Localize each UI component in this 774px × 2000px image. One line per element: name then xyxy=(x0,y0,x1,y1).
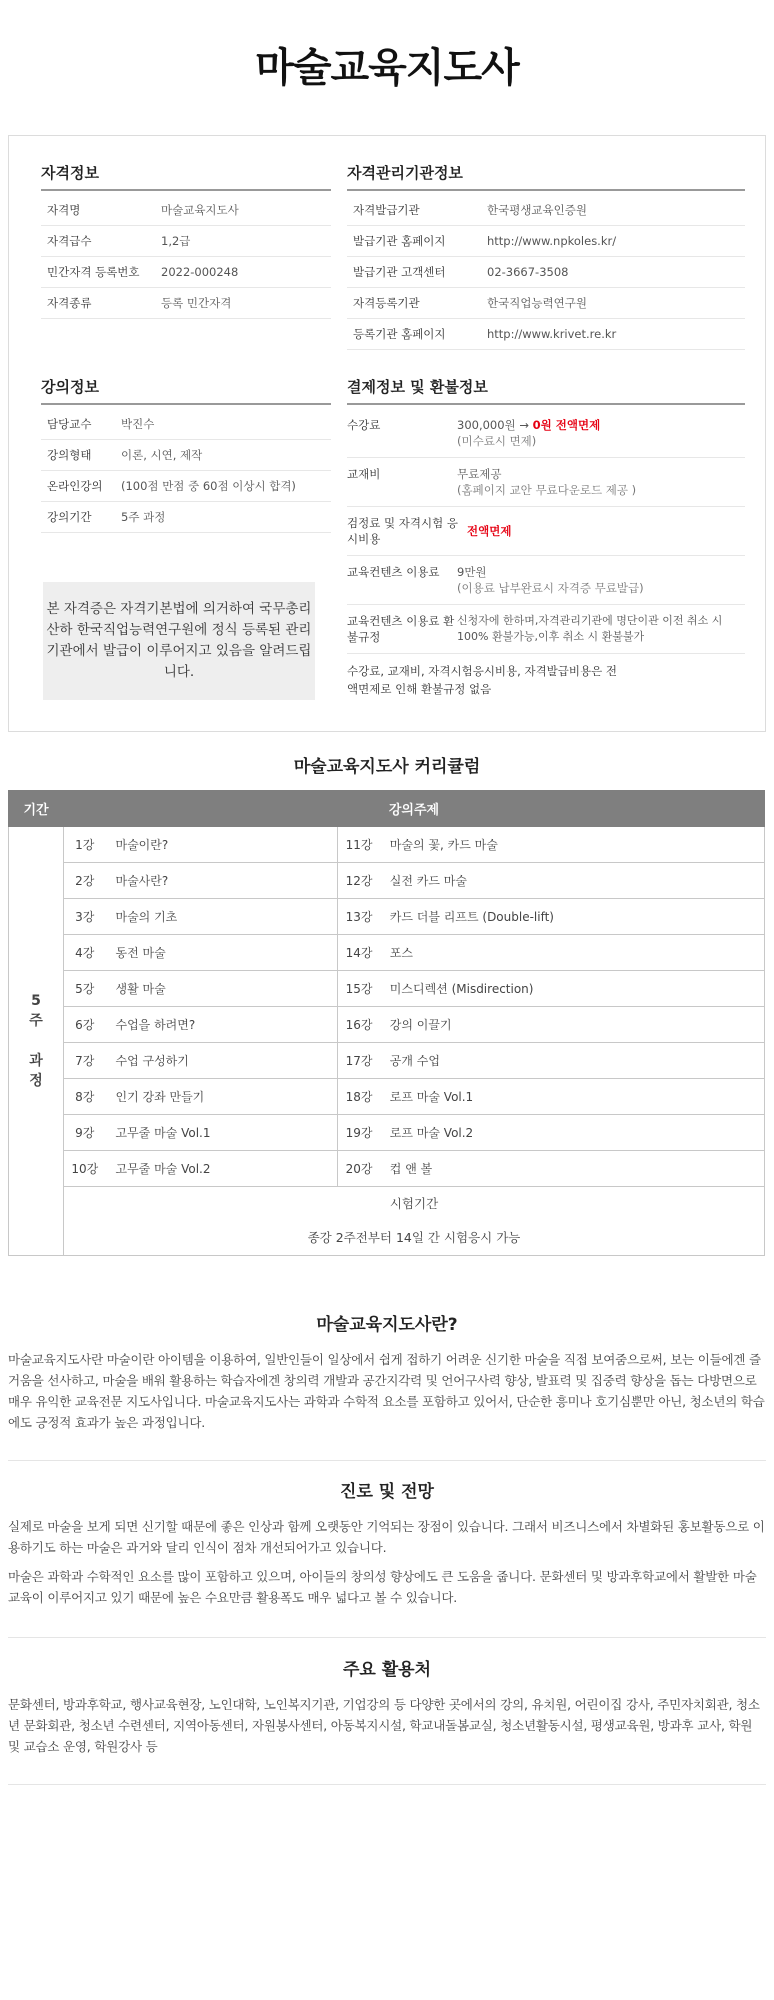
kv-key: 온라인강의 xyxy=(47,479,103,493)
lesson-topic: 고무줄 마술 Vol.2 xyxy=(106,1151,338,1187)
lesson-topic: 마술의 꽃, 카드 마술 xyxy=(380,827,765,863)
pay-key: 교재비 xyxy=(347,467,381,481)
lesson-number: 17강 xyxy=(338,1043,380,1079)
lesson-number: 14강 xyxy=(338,935,380,971)
lesson-topic: 마술의 기초 xyxy=(106,899,338,935)
table-row xyxy=(9,1115,765,1151)
exam-title: 시험기간 xyxy=(389,1196,439,1211)
kv-row xyxy=(347,195,745,226)
pay-key: 수강료 xyxy=(347,418,381,432)
material-value: 무료제공 xyxy=(457,467,502,481)
lesson-number: 4강 xyxy=(64,935,106,971)
agency-heading: 자격관리기관정보 xyxy=(347,162,745,191)
lesson-number: 8강 xyxy=(64,1079,106,1115)
divider xyxy=(8,1637,766,1638)
kv-row xyxy=(41,440,331,471)
exam-value: 전액면제 xyxy=(467,524,512,538)
kv-key: 등록기관 홈페이지 xyxy=(353,327,446,341)
pay-key: 교육컨텐츠 이용료 xyxy=(347,565,440,579)
table-header-row xyxy=(9,791,765,827)
material-sub: (홈페이지 교안 무료다운로드 제공 ) xyxy=(457,483,637,497)
kv-row xyxy=(347,319,745,350)
info-box xyxy=(8,135,766,732)
lesson-number: 15강 xyxy=(338,971,380,1007)
fee-sub: (미수료시 면제) xyxy=(457,434,537,448)
pay-value xyxy=(457,564,644,596)
lesson-number: 3강 xyxy=(64,899,106,935)
about-section xyxy=(8,1310,766,1433)
table-row xyxy=(9,935,765,971)
payment-heading: 결제정보 및 환불정보 xyxy=(347,376,745,405)
career-section xyxy=(8,1477,766,1608)
lesson-topic: 수업을 하려면? xyxy=(106,1007,338,1043)
kv-value: 한국평생교육인증원 xyxy=(487,203,587,217)
lecture-section xyxy=(41,376,331,533)
qualification-heading: 자격정보 xyxy=(41,162,331,191)
lesson-number: 5강 xyxy=(64,971,106,1007)
pay-row-fee xyxy=(347,409,745,458)
homepage-link[interactable]: http://www.krivet.re.kr xyxy=(487,327,617,341)
kv-value: 02-3667-3508 xyxy=(487,265,569,279)
table-row xyxy=(9,971,765,1007)
kv-value: 2022-000248 xyxy=(161,265,239,279)
about-title: 마술교육지도사란? xyxy=(316,1315,458,1335)
kv-row xyxy=(41,195,331,226)
career-title: 진로 및 전망 xyxy=(340,1482,434,1502)
lesson-topic: 로프 마술 Vol.1 xyxy=(380,1079,765,1115)
pay-row-content xyxy=(347,556,745,605)
table-row xyxy=(9,899,765,935)
lesson-topic: 강의 이끌기 xyxy=(380,1007,765,1043)
lesson-topic: 동전 마술 xyxy=(106,935,338,971)
exam-row xyxy=(9,1187,765,1256)
lesson-number: 11강 xyxy=(338,827,380,863)
kv-value: 마술교육지도사 xyxy=(161,203,239,217)
table-row xyxy=(9,1043,765,1079)
kv-key: 자격등록기관 xyxy=(353,296,420,310)
pay-row-exam xyxy=(347,507,745,556)
notice-box: 본 자격증은 자격기본법에 의거하여 국무총리산하 한국직업능력연구원에 정식 등록된 관리기관에서 발급이 이루어지고 있음을 알려드립니다. xyxy=(43,582,315,700)
lesson-number: 6강 xyxy=(64,1007,106,1043)
payment-section xyxy=(347,376,745,698)
kv-row xyxy=(41,257,331,288)
topic-header: 강의주제 xyxy=(64,791,765,827)
kv-value: 1,2급 xyxy=(161,234,191,248)
pay-row-material xyxy=(347,458,745,507)
refund-value: 신청자에 한하며,자격관리기관에 명단이관 이전 취소 시 100% 환불가능,이후 취소 시 환불불가 xyxy=(457,614,723,643)
divider xyxy=(8,1460,766,1461)
lesson-number: 12강 xyxy=(338,863,380,899)
pay-key: 검정료 및 자격시험 응시비용 xyxy=(347,516,458,546)
lesson-number: 2강 xyxy=(64,863,106,899)
table-row xyxy=(9,863,765,899)
lesson-topic: 공개 수업 xyxy=(380,1043,765,1079)
kv-key: 발급기관 고객센터 xyxy=(353,265,446,279)
kv-row xyxy=(41,226,331,257)
career-body-1: 실제로 마술을 보게 되면 신기할 때문에 좋은 인상과 함께 오랫동안 기억되는 장점이 있습니다. 그래서 비즈니스에서 차별화된 홍보활동으로 이용하기도 하는 마술은 과거와 달리 인식이 점차 개선되어가고 있습니다. xyxy=(8,1519,765,1555)
exam-desc: 종강 2주전부터 14일 간 시험응시 가능 xyxy=(307,1230,521,1245)
lesson-topic: 컵 앤 볼 xyxy=(380,1151,765,1187)
kv-key: 강의기간 xyxy=(47,510,92,524)
kv-key: 자격급수 xyxy=(47,234,92,248)
kv-key: 자격발급기관 xyxy=(353,203,420,217)
divider xyxy=(8,1784,766,1785)
lesson-number: 19강 xyxy=(338,1115,380,1151)
lesson-number: 13강 xyxy=(338,899,380,935)
kv-key: 자격종류 xyxy=(47,296,92,310)
lesson-topic: 마술이란? xyxy=(106,827,338,863)
kv-row xyxy=(41,502,331,533)
lesson-topic: 카드 더블 리프트 (Double-lift) xyxy=(380,899,765,935)
curriculum-table xyxy=(8,790,765,1256)
kv-value: 5주 과정 xyxy=(121,510,166,524)
kv-row xyxy=(41,288,331,319)
fee-price: 300,000원 xyxy=(457,418,516,432)
lesson-number: 16강 xyxy=(338,1007,380,1043)
lesson-topic: 마술사란? xyxy=(106,863,338,899)
kv-row xyxy=(41,471,331,502)
table-row xyxy=(9,827,765,863)
qualification-section xyxy=(41,162,331,319)
lesson-topic: 실전 카드 마술 xyxy=(380,863,765,899)
content-sub: (이용료 납부완료시 자격증 무료발급) xyxy=(457,581,644,595)
kv-row xyxy=(347,288,745,319)
period-header: 기간 xyxy=(9,791,64,827)
page-title: 마술교육지도사 xyxy=(255,45,519,91)
table-row xyxy=(9,1079,765,1115)
lesson-topic: 수업 구성하기 xyxy=(106,1043,338,1079)
usage-title: 주요 활용처 xyxy=(342,1660,432,1680)
kv-key: 자격명 xyxy=(47,203,81,217)
lesson-topic: 생활 마술 xyxy=(106,971,338,1007)
table-row xyxy=(9,1007,765,1043)
fee-free: 0원 전액면제 xyxy=(532,418,601,432)
kv-value: 한국직업능력연구원 xyxy=(487,296,587,310)
about-body: 마술교육지도사란 마술이란 아이템을 이용하여, 일반인들이 일상에서 쉽게 접하기 어려운 신기한 마술을 직접 보여줌으로써, 보는 이들에겐 즐거움을 선사하고, 마술을 배워 활용하는 학습자에겐 창의력 개발과 공간지각력 및 언어구사력 향상, 발표력 및 집중력 향상을 돕는 다방면으로 매우 유익한 교육전문 지도사입니다. 마술교육지도사는 과학과 수학적 요소를 포함하고 있어서, 단순한 흥미나 호기심뿐만 아닌, 청소년의 학습에도 긍정적 효과가 높은 과정입니다. xyxy=(8,1352,765,1430)
pay-row-refund xyxy=(347,605,745,654)
kv-key: 민간자격 등록번호 xyxy=(47,265,140,279)
arrow-icon: → xyxy=(519,418,529,432)
lesson-topic: 미스디렉션 (Misdirection) xyxy=(380,971,765,1007)
lesson-topic: 인기 강좌 만들기 xyxy=(106,1079,338,1115)
kv-key: 담당교수 xyxy=(47,417,92,431)
kv-value: (100점 만점 중 60점 이상시 합격) xyxy=(121,479,296,493)
lesson-topic: 포스 xyxy=(380,935,765,971)
pay-value xyxy=(457,466,636,498)
lecture-heading: 강의정보 xyxy=(41,376,331,405)
lesson-topic: 고무줄 마술 Vol.1 xyxy=(106,1115,338,1151)
kv-value: 이론, 시연, 제작 xyxy=(121,448,203,462)
usage-section xyxy=(8,1655,766,1757)
pay-value xyxy=(457,417,600,449)
table-row xyxy=(9,1151,765,1187)
lesson-number: 10강 xyxy=(64,1151,106,1187)
kv-value: 등록 민간자격 xyxy=(161,296,232,310)
pay-key: 교육컨텐츠 이용료 환불규정 xyxy=(347,614,455,644)
lesson-number: 18강 xyxy=(338,1079,380,1115)
career-body-2: 마술은 과학과 수학적인 요소를 많이 포함하고 있으며, 아이들의 창의성 향상에도 큰 도움을 줍니다. 문화센터 및 방과후학교에서 활발한 마술 교육이 이루어지고 있기 때문에 높은 수요만큼 활용폭도 매우 넓다고 볼 수 있습니다. xyxy=(8,1569,757,1605)
agency-section xyxy=(347,162,745,350)
lesson-number: 7강 xyxy=(64,1043,106,1079)
kv-value: 박진수 xyxy=(121,417,155,431)
content-value: 9만원 xyxy=(457,565,487,579)
lesson-number: 20강 xyxy=(338,1151,380,1187)
refund-footer: 수강료, 교재비, 자격시험응시비용, 자격발급비용은 전액면제로 인해 환불규정 없음 xyxy=(347,664,617,696)
exam-cell xyxy=(64,1187,765,1256)
kv-key: 강의형태 xyxy=(47,448,92,462)
kv-key: 발급기관 홈페이지 xyxy=(353,234,446,248)
kv-row xyxy=(347,257,745,288)
curriculum-title: 마술교육지도사 커리큘럼 xyxy=(293,757,481,777)
kv-row xyxy=(347,226,745,257)
lesson-number: 1강 xyxy=(64,827,106,863)
usage-body: 문화센터, 방과후학교, 행사교육현장, 노인대학, 노인복지기관, 기업강의 등 다양한 곳에서의 강의, 유치원, 어린이집 강사, 주민자치회관, 청소년 문화회관, 청소년 수련센터, 지역아동센터, 자원봉사센터, 아동복지시설, 학교내돌봄교실, 청소년활동시설, 평생교육원, 방과후 교사, 학원 및 교습소 운영, 학원강사 등 xyxy=(8,1697,760,1754)
lesson-number: 9강 xyxy=(64,1115,106,1151)
kv-row xyxy=(41,409,331,440)
period-cell: 5 주 과 정 xyxy=(9,827,64,1256)
lesson-topic: 로프 마술 Vol.2 xyxy=(380,1115,765,1151)
homepage-link[interactable]: http://www.npkoles.kr/ xyxy=(487,234,617,248)
